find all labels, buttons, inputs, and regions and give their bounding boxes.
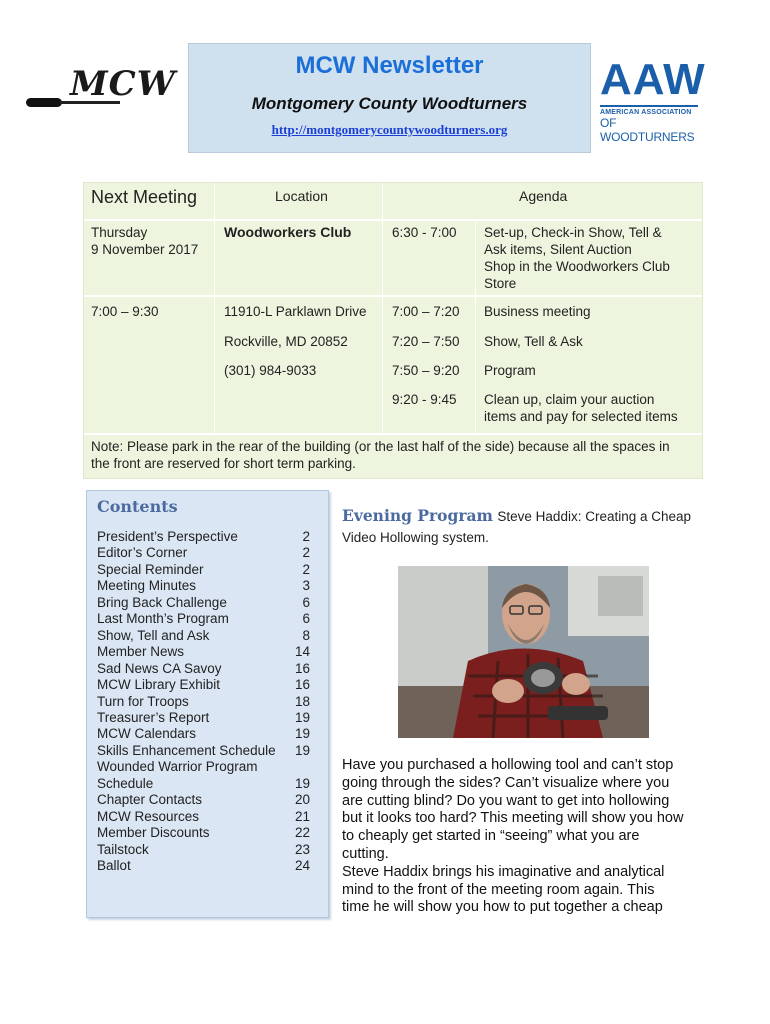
speaker-photo-image [398, 566, 649, 738]
contents-entry-page: 19 [294, 726, 310, 742]
contents-entry[interactable] [97, 743, 322, 759]
contents-entry[interactable] [97, 562, 322, 578]
table-divider [84, 219, 702, 221]
next-meeting-table [83, 182, 703, 479]
table-divider [84, 295, 702, 297]
contents-entry-label: Schedule [97, 775, 154, 791]
agenda-time: 7:50 – 9:20 [392, 363, 460, 378]
venue-address-line2: Rockville, MD 20852 [224, 334, 348, 349]
newsletter-title: MCW Newsletter [295, 52, 484, 79]
contents-entry-label: Tailstock [97, 841, 149, 857]
contents-entry[interactable] [97, 578, 322, 594]
parking-note-line2: the front are reserved for short term parking. [91, 456, 356, 471]
contents-entry-label: MCW Resources [97, 808, 200, 824]
contents-entry-label: Member Discounts [97, 825, 210, 841]
table-divider [475, 219, 476, 435]
contents-entry[interactable] [97, 759, 322, 775]
table-divider [84, 433, 702, 435]
evening-program-heading: Evening Program [342, 506, 493, 525]
contents-entry-page: 2 [302, 545, 310, 561]
contents-entry[interactable] [97, 792, 322, 808]
contents-title: Contents [97, 497, 178, 516]
mcw-logo-text: MCW [70, 64, 176, 104]
agenda-item-line: Show, Tell & Ask [484, 334, 583, 349]
contents-entry-label: Skills Enhancement Schedule [97, 742, 276, 758]
contents-entry[interactable] [97, 611, 322, 627]
contents-entry-page: 20 [294, 792, 310, 808]
evening-program-description [342, 757, 712, 917]
agenda-item-line: Clean up, claim your auction [484, 392, 655, 407]
aaw-logo-mark: AAW [600, 55, 706, 104]
contents-entry-page: 6 [302, 594, 310, 610]
venue-address-line1: 11910-L Parklawn Drive [224, 304, 367, 319]
contents-entry-label: Wounded Warrior Program [97, 759, 258, 775]
contents-entry-label: MCW Calendars [97, 726, 197, 742]
club-name: Montgomery County Woodturners [251, 94, 528, 113]
club-website-link[interactable]: http://montgomerycountywoodturners.org [271, 122, 508, 137]
contents-entry-page: 22 [294, 825, 310, 841]
contents-entry[interactable] [97, 825, 322, 841]
contents-entry-page: 2 [302, 561, 310, 577]
contents-entry-page: 23 [294, 841, 310, 857]
description-line: to cheaply get started in “seeing” what you are [342, 828, 640, 845]
agenda-item-line: Program [484, 363, 536, 378]
meeting-time: 7:00 – 9:30 [91, 304, 159, 319]
description-line: going through the sides? Can’t visualize where you [342, 774, 670, 791]
description-line: time he will show you how to put together a cheap [342, 899, 663, 916]
description-line: are cutting blind? Do you want to get into hollowing [342, 792, 670, 809]
contents-entry-label: Turn for Troops [97, 693, 189, 709]
aaw-logo-rule [600, 105, 698, 107]
evening-program-speaker: Steve Haddix: Creating a Cheap [497, 509, 692, 524]
contents-entry-label: Treasurer’s Report [97, 709, 210, 725]
contents-entry-label: Ballot [97, 858, 131, 873]
contents-entry[interactable] [97, 677, 322, 693]
contents-entry[interactable] [97, 726, 322, 742]
evening-program-heading-line [342, 506, 742, 526]
contents-entry-page: 14 [294, 644, 310, 660]
description-line: mind to the front of the meeting room again. This [342, 881, 655, 898]
contents-entry[interactable] [97, 710, 322, 726]
aaw-logo-line2: OF WOODTURNERS [600, 116, 695, 144]
contents-entry-label: Sad News CA Savoy [97, 660, 222, 676]
speaker-photo [398, 566, 649, 738]
venue-phone: (301) 984-9033 [224, 363, 317, 378]
contents-entry[interactable] [97, 809, 322, 825]
contents-entry-label: Special Reminder [97, 561, 204, 577]
contents-entry[interactable] [97, 595, 322, 611]
contents-entry-page: 6 [302, 611, 310, 627]
meeting-date: 9 November 2017 [91, 242, 199, 257]
contents-entry-label: Meeting Minutes [97, 578, 197, 594]
contents-entry-page: 16 [294, 677, 310, 693]
agenda-time: 7:00 – 7:20 [392, 304, 460, 319]
description-line: Have you purchased a hollowing tool and can’t stop [342, 757, 674, 773]
contents-entry[interactable] [97, 529, 322, 545]
contents-entry-page: 24 [294, 858, 310, 873]
agenda-time: 9:20 - 9:45 [392, 392, 457, 407]
contents-entry[interactable] [97, 694, 322, 710]
description-line: cutting. [342, 845, 389, 862]
agenda-item-line: Business meeting [484, 304, 591, 319]
agenda-item-line: Shop in the Woodworkers Club [484, 259, 670, 274]
agenda-item-line: Set-up, Check-in Show, Tell & [484, 225, 662, 240]
agenda-item-line: items and pay for selected items [484, 409, 678, 424]
contents-entry-page: 8 [302, 627, 310, 643]
meeting-day: Thursday [91, 225, 148, 240]
contents-entry[interactable] [97, 776, 322, 792]
evening-program-topic: Video Hollowing system. [342, 530, 489, 545]
contents-entry-page: 18 [294, 693, 310, 709]
contents-entry-label: Bring Back Challenge [97, 594, 227, 610]
contents-entry-page: 19 [294, 709, 310, 725]
gouge-handle-icon [26, 98, 62, 107]
agenda-item-line: Ask items, Silent Auction [484, 242, 632, 257]
newsletter-header [188, 43, 591, 153]
table-of-contents [86, 490, 329, 918]
contents-entry[interactable] [97, 842, 322, 858]
contents-entry[interactable] [97, 545, 322, 561]
contents-entry-label: Chapter Contacts [97, 792, 203, 808]
contents-entry[interactable] [97, 644, 322, 660]
contents-entry-label: President’s Perspective [97, 529, 238, 544]
parking-note-line1: Note: Please park in the rear of the building (or the last half of the side) because all the spaces in [91, 439, 670, 454]
venue-name: Woodworkers Club [224, 224, 352, 240]
contents-entry[interactable] [97, 661, 322, 677]
aaw-logo [600, 55, 710, 144]
location-header: Location [275, 188, 328, 204]
agenda-time: 7:20 – 7:50 [392, 334, 460, 349]
agenda-item-line: Store [484, 276, 517, 291]
contents-entry[interactable] [97, 628, 322, 644]
contents-entry-page: 21 [294, 808, 310, 824]
contents-entry-page: 2 [302, 529, 310, 544]
next-meeting-heading: Next Meeting [91, 187, 198, 207]
contents-entry-page: 19 [294, 775, 310, 791]
aaw-logo-line1: AMERICAN ASSOCIATION [600, 109, 692, 116]
contents-entry-label: MCW Library Exhibit [97, 677, 221, 693]
agenda-header: Agenda [519, 188, 568, 204]
agenda-time: 6:30 - 7:00 [392, 225, 457, 240]
contents-entry[interactable] [97, 858, 322, 874]
mcw-logo [26, 64, 174, 120]
contents-entry-label: Member News [97, 644, 185, 660]
description-line: but it looks too hard? This meeting will show you how [342, 810, 684, 827]
contents-entry-label: Show, Tell and Ask [97, 627, 210, 643]
contents-entry-page: 16 [294, 660, 310, 676]
contents-entry-label: Editor’s Corner [97, 545, 188, 561]
contents-entry-label: Last Month’s Program [97, 611, 229, 627]
contents-entry-page: 3 [302, 578, 310, 594]
contents-entry-page: 19 [294, 742, 310, 758]
description-line: Steve Haddix brings his imaginative and analytical [342, 863, 665, 880]
